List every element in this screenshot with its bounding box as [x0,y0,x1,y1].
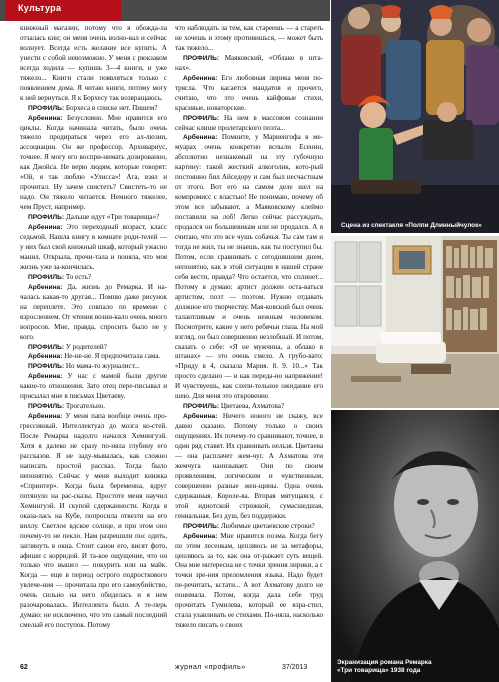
section-label: Культура [18,3,62,13]
interviewee-label: Арбенина: [28,353,63,361]
interviewee-label: Арбенина: [183,134,218,142]
footer-issue-number: 37/2013 [282,664,308,671]
article-paragraph [20,24,167,104]
paragraph-text: Маяковский, «Облако в шта-нах». [175,53,323,72]
interviewee-label: Арбенина: [183,74,218,82]
paragraph-text: Безусловно. Мне нравится его циклы. Когда начинала читать, было очень тяжело продираться через его ал-люзии, ассоциации. Он же профессор. Архивариус, точнее. Я могу его воспри-нимать дозированно, как Джойса. Не верю людям, которые говорят: «Ой, я так люблю «Улисса»! Ага, взял и прочитал. Ну зачем свистеть? Свистеть-то не надо. Он тяжело читается. Немного тяжелее, чем Пруст, например. [20,113,167,212]
paragraph-text: Не-не-не. Я предпочитала сама. [64,352,161,361]
paragraph-text: Борхеса в списке нет. Пишем? [65,103,158,112]
paragraph-text: Цветаева, Ахматова? [220,402,285,411]
paragraph-text: Помните, у Мариенгофа в ме-муарах очень конкретно вспыли Есенин, абсолютно незнакомый на эту губочную картину: такой жесткий алкоголик, кото-рый постоянно бил Айседору и сам был несчастным от этого. Вот его на самом деле шел на компромисс с властью! Не понимаю, почему об этом все забывают, а Маяковскому клеймо поставили на лоб! Легко сейчас рассуждать, продался он большевикам или не продался. А я считаю, что это все чушь собачья. Ты сам там и тогда не жил, ты не знаешь, как ты поступил бы. Потом, если сравнивать с сегодняшним днем, непонятно, как в этой ситуации в нашей стране себя вести, правда? Что остается, что сплинет... Потому я думаю: артист должен оста-ваться артистом, поэт — поэтом. Нужно отдавать должное его творчеству. Мая-ковский был очень талантливым и очень нежным человеком. Посмотрите, какие у него ребячьи глаза. На мой взгляд, он был совершенно незлобный. И потом, сказать о себе: «Я не мужчина, а облако в штанах» — это очень смело. А грубо-вато: «Приду в 4, сказала Мария. 8. 9. 10...» Так просто сделано — и как переда-но напряжение! И чувствуешь, как слепи-тельное ожидание его шею. Для меня это откровение. [175,133,323,401]
interview-paragraph [20,213,167,223]
paragraph-text: Его любовная лирика меня по-трясла. Что касается мандатов и прочего, считаю, что это очень кайфовые стихи, красивые, новаторские. [175,73,323,112]
paragraph-text: Трогательно. [65,402,106,411]
film-still-illustration [331,410,499,682]
interviewer-label: ПРОФИЛЬ: [183,403,220,411]
interview-paragraph [175,522,323,532]
interviewee-label: Арбенина: [28,114,63,122]
interviewee-label: Арбенина: [28,224,63,232]
interview-paragraph [20,372,167,402]
interviewer-label: ПРОФИЛЬ: [28,104,65,112]
interview-paragraph [175,402,323,412]
paragraph-text: Ничего нового не скажу, все давно сказано. Потому только о своих ощущениях. Их почему-то сравнивают, точнее, в один ряд ставят. Их сравнивать нельзя. Цветаева — она расплачет жем-чуг. А Ахматова эти жемчуга нанизывает. Они по своим проявлениям, логическим и чувственным, совершенно разные жен-щины. Одна очень сдержанная. Короле-ва. Вторая мятущаяся, с этой идиотской стрижкой, сумасшедшая, гениальная. Без душ, без поддержки. [175,412,323,520]
photo-caption-3-line1: Экранизация романа Ремарка [337,659,432,666]
interview-paragraph [175,133,323,402]
theater-scene-illustration [331,0,499,233]
interview-paragraph [20,223,167,273]
paragraph-text: У родителей? [65,342,107,351]
paragraph-text: Да, жизнь до Ремарка. И на-чалась какая-то другая... Помню даже рисунок на переплете. Это совпало по времени с взрослением. От чтения возни-кало очень много вопросов. Мне, правда, спросить было не у кого. [20,282,167,341]
interviewer-label: ПРОФИЛЬ: [183,54,220,62]
interview-paragraph [20,402,167,412]
article-paragraph [175,24,323,54]
interview-paragraph [175,412,323,521]
theater-scene-photo [331,0,499,233]
photo-caption-1: Сцена из спектакля «Полпи Длинныйчулок» [341,222,482,229]
photo-caption-3-line2: «Три товарища» 1938 года [337,667,421,674]
interviewer-label: ПРОФИЛЬ: [28,363,65,371]
section-tab [6,0,121,21]
interviewer-label: ПРОФИЛЬ: [183,114,220,122]
interviewee-label: Арбенина: [183,532,218,540]
interviewer-label: ПРОФИЛЬ: [28,273,65,281]
paragraph-text: Мне нравится поэма. Когда бегу по этим лесенкам, цепляюсь не за метафоры, цепляюсь за то, как она от-ражает суть вещей. Она мне интересна не с точки зрения лирики, а с точки зре-ния преломления языка. Надо будет пе-речитать, кстати... А вот Ахматову долго не понимала. Потом, когда дала себе труд прочитать Гумилева, который ее взра-стил, стала улавливать ее стихами. По-няла, насколько тяжело писать о своих [175,531,323,630]
paragraph-text: Дальше идут «Три товарища»? [65,213,160,222]
paragraph-text: Это переходный возраст, класс седьмой. Нашла книгу в комнате роди-телей — у них был свой книжный шкаф, который ужасно манил. Открыла, прочи-тала и поняла, что моя жизнь уже за-кончилась. [20,223,167,271]
paragraph-text: У нас с мамой были другие какие-то отношения. Зато отец пере-писывал и присылал мне в письмах Цветаеву. [20,372,167,401]
film-still-photo [331,410,499,682]
interview-paragraph [20,273,167,283]
interviewee-label: Арбенина: [28,413,63,421]
interview-paragraph [20,114,167,214]
interview-paragraph [20,343,167,353]
interview-paragraph [20,412,167,631]
interview-paragraph [175,74,323,114]
interviewer-label: ПРОФИЛЬ: [28,214,65,222]
paragraph-text: книжный магазин, потому что я обожда-ла отзалась кни; он меня очень волно-вал и сейчас волнует. Всегда есть желание все купить. А унести с собой невозможно. У меня с рюкзаком всегда ходила — купишь 3—4 книги, и уже тяжело... Книги стали появляться только с появлением дома. Я читаю книги, потому могу к ней вернуться. Я к Борхесу так возвращаюсь. [20,24,167,102]
interview-paragraph [20,104,167,114]
paragraph-text: Но мама-то журналист... [65,362,140,371]
interior-photo [331,236,499,408]
interviewer-label: ПРОФИЛЬ: [28,403,65,411]
interviewee-label: Арбенина: [28,283,63,291]
interviewee-label: Арбенина: [183,413,218,421]
interview-paragraph [20,362,167,372]
article-column-2 [175,24,323,644]
interview-paragraph [175,532,323,632]
interview-paragraph [175,114,323,134]
article-column-1 [20,24,167,644]
interviewer-label: ПРОФИЛЬ: [28,343,65,351]
interview-paragraph [20,283,167,343]
paragraph-text: У меня папа вообще очень про-грессивный. Интеллектуал до мозга ко-стей. После Ремарка надолго начался Хемингуэй. Хотя я далеко не сразу по-няла глубину его рассказов. Я не заду-мывалась, как сложно написать простой рассказ. Тогда было непонятно. Сейчас у меня выходит книжка «Спринтер». Когда была беременна, вдруг потянуло на рас-сказы. Простоте меня научил Хемингуэй. И скупой сдержанности. Когда я оказа-лась на Кубе, попросила отвезти на его виллу. Светлое вдское солнце, и при этом оно почему-то не пекло. Нам разрешили пос одить, заглянуть в окна. Стоит санои его, висят фото, афиши с корридой. И та-кое ощущение, что он только что вышел — покурить или на майк. Когда — еще в период острого подросткового увлече-ния — прочитала про его самоубийство, очень сильно на него обиделась и я нем разочаровалась. Интеллекта было. А те-перь думаю: не исключено, что это самый последний смелый его поступок. Потому [20,412,167,630]
interviewee-label: Арбенина: [28,373,63,381]
paragraph-text: То есть? [65,272,91,281]
paragraph-text: что наблюдать за тем, как стареешь — а стареть не хочешь и этому противишься, — может быть так тяжело... [175,24,323,52]
paragraph-text: На нем в массовом сознании сейчас клише пролетарского поэта... [175,113,323,132]
page-number: 62 [20,664,28,671]
footer-magazine-name: журнал «профиль» [175,664,246,671]
interior-illustration [331,236,499,408]
interviewer-label: ПРОФИЛЬ: [183,522,220,530]
interview-paragraph [175,54,323,74]
interview-paragraph [20,352,167,362]
paragraph-text: Любимые цветаевские строки? [220,521,315,530]
